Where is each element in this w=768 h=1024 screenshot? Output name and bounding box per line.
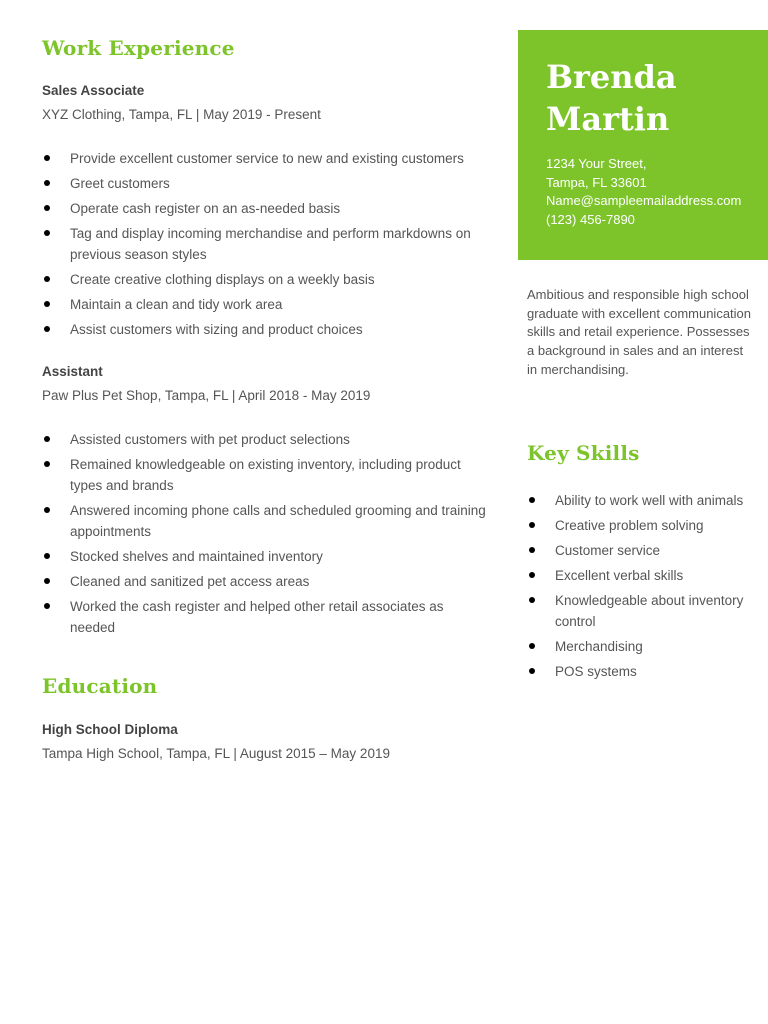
bullet-icon — [44, 553, 50, 559]
list-item: Answered incoming phone calls and scheduled grooming and training appointments — [42, 500, 487, 542]
job-meta: XYZ Clothing, Tampa, FL | May 2019 - Present — [42, 107, 321, 122]
email-address: Name@sampleemailaddress.com — [546, 193, 742, 208]
work-experience-heading: Work Experience — [42, 36, 235, 60]
education-heading: Education — [42, 674, 158, 698]
list-item: Excellent verbal skills — [527, 565, 752, 586]
bullet-icon — [529, 668, 535, 674]
list-item: Cleaned and sanitized pet access areas — [42, 571, 487, 592]
bullet-icon — [44, 301, 50, 307]
bullet-icon — [44, 230, 50, 236]
bullet-icon — [44, 276, 50, 282]
list-item: Tag and display incoming merchandise and perform markdowns on previous season styles — [42, 223, 487, 265]
job-bullets — [42, 148, 487, 344]
address-line-1: 1234 Your Street, — [546, 156, 647, 171]
list-item: POS systems — [527, 661, 752, 682]
bullet-icon — [44, 155, 50, 161]
list-item: Greet customers — [42, 173, 487, 194]
bullet-icon — [44, 578, 50, 584]
bullet-icon — [44, 461, 50, 467]
job-title: Assistant — [42, 364, 103, 379]
job-meta: Paw Plus Pet Shop, Tampa, FL | April 2018 - May 2019 — [42, 388, 371, 403]
school-meta: Tampa High School, Tampa, FL | August 2015 – May 2019 — [42, 746, 390, 761]
list-item: Remained knowledgeable on existing inventory, including product types and brands — [42, 454, 487, 496]
bullet-icon — [44, 603, 50, 609]
list-item: Merchandising — [527, 636, 752, 657]
list-item: Knowledgeable about inventory control — [527, 590, 752, 632]
list-item: Worked the cash register and helped other retail associates as needed — [42, 596, 487, 638]
list-item: Operate cash register on an as-needed basis — [42, 198, 487, 219]
list-item: Assisted customers with pet product selections — [42, 429, 487, 450]
list-item: Creative problem solving — [527, 515, 752, 536]
first-name: Brenda — [546, 58, 677, 96]
last-name: Martin — [546, 100, 670, 138]
bullet-icon — [44, 205, 50, 211]
bullet-icon — [529, 547, 535, 553]
bullet-icon — [44, 507, 50, 513]
bullet-icon — [44, 326, 50, 332]
job-entry — [42, 364, 487, 403]
list-item: Stocked shelves and maintained inventory — [42, 546, 487, 567]
bullet-icon — [529, 597, 535, 603]
list-item: Create creative clothing displays on a weekly basis — [42, 269, 487, 290]
bullet-icon — [529, 572, 535, 578]
list-item: Maintain a clean and tidy work area — [42, 294, 487, 315]
skills-list — [527, 490, 752, 686]
profile-summary: Ambitious and responsible high school graduate with excellent communication skills and retail experience. Possesses a background in sales and an interest in merchandising. — [527, 287, 752, 377]
list-item: Provide excellent customer service to new and existing customers — [42, 148, 487, 169]
job-entry — [42, 83, 487, 122]
degree-title: High School Diploma — [42, 722, 178, 737]
list-item: Assist customers with sizing and product choices — [42, 319, 487, 340]
bullet-icon — [529, 497, 535, 503]
bullet-icon — [529, 643, 535, 649]
bullet-icon — [44, 180, 50, 186]
bullet-icon — [529, 522, 535, 528]
key-skills-heading: Key Skills — [527, 441, 640, 465]
phone-number: (123) 456-7890 — [546, 211, 635, 227]
job-title: Sales Associate — [42, 83, 145, 98]
list-item: Customer service — [527, 540, 752, 561]
list-item: Ability to work well with animals — [527, 490, 752, 511]
education-entry — [42, 722, 487, 761]
job-bullets — [42, 429, 487, 642]
contact-info — [546, 155, 768, 229]
address-line-2: Tampa, FL 33601 — [546, 174, 647, 190]
name-contact-block — [518, 30, 768, 260]
bullet-icon — [44, 436, 50, 442]
